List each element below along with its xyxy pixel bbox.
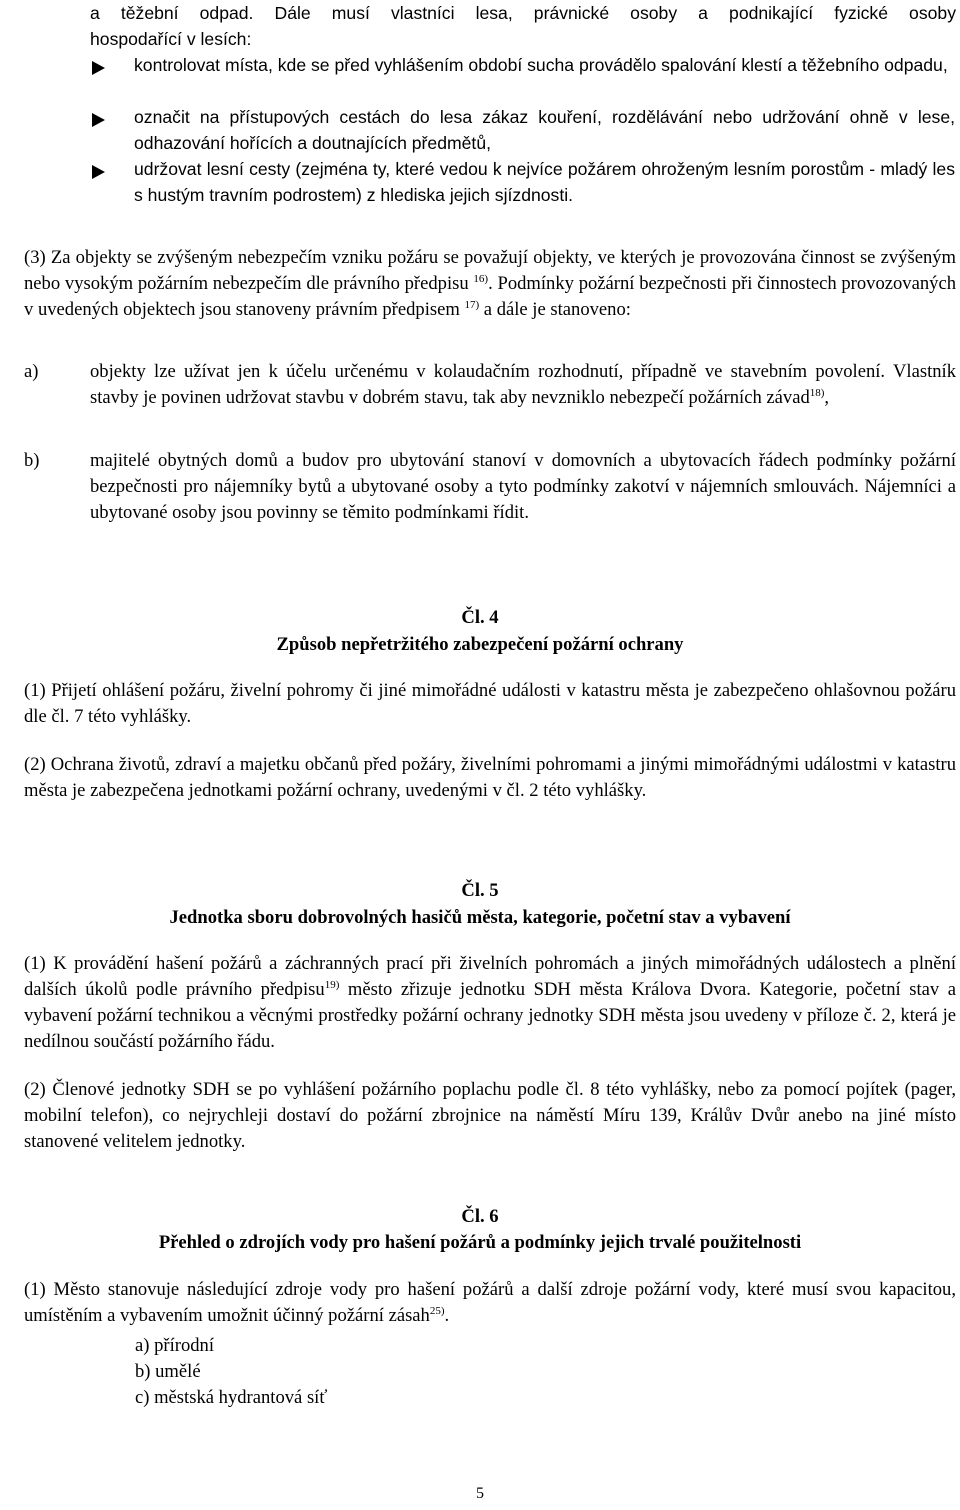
list-item: b) umělé bbox=[135, 1361, 201, 1382]
bullet-text: označit na přístupových cestách do lesa zákaz kouření, rozdělávání nebo udržování ohně v lese, odhazování hořících a doutnajících předmětů, bbox=[134, 107, 955, 153]
paragraph-3: (3) Za objekty se zvýšeným nebezpečím vzniku požáru se považují objekty, ve kterých je provozována činnost se zvýšeným nebo vysokým požárním nebezpečím dle právního předpisu $^{16)}$. Podmínky požární bezpečnosti při činnostech provozovaných v uvedených objektech jsou stanoveny právním předpisem $^{17)}$ a dále je stanoveno: bbox=[24, 247, 956, 320]
article-5-number: Čl. 5 bbox=[461, 880, 499, 901]
article-5-paragraph-1: (1) K provádění hašení požárů a záchranných prací při živelních pohromách a jiných mimořádných událostech a plnění dalších úkolů podle právního předpisu$^{19)}$ město zřizuje jednotku SDH města Králova Dvora. Kategorie, početní stav a vybavení požární technikou a věcnými prostředky požární ochrany jednotky SDH města jsou uvedeny v příloze č. 2, která je nedílnou součástí požárního řádu. bbox=[24, 953, 956, 1052]
bullet-item bbox=[90, 156, 955, 208]
article-6-number: Čl. 6 bbox=[461, 1206, 499, 1227]
list-item: c) městská hydrantová síť bbox=[135, 1387, 328, 1408]
item-text: majitelé obytných domů a budov pro ubytování stanoví v domovních a ubytovacích řádech podmínky požární bezpečnosti pro nájemníky bytů a ubytované osoby a tyto podmínky zakotví v nájemních smlouvách. Nájemníci a ubytované osoby jsou povinny se těmito podmínkami řídit. bbox=[90, 450, 956, 523]
article-6-paragraph-1: (1) Město stanovuje následující zdroje vody pro hašení požárů a další zdroje požární vody, které musí svou kapacitou, umístěním a vybavením umožnit účinný požární zásah$^{25)}$. bbox=[24, 1279, 956, 1326]
arrow-bullet-icon bbox=[92, 61, 105, 75]
item-label: b) bbox=[24, 450, 40, 471]
page-number: 5 bbox=[476, 1485, 484, 1502]
article-4-number: Čl. 4 bbox=[461, 607, 499, 628]
item-label: a) bbox=[24, 361, 39, 382]
intro-line-2: hospodařící v lesích: bbox=[90, 29, 252, 49]
article-5-title: Jednotka sboru dobrovolných hasičů města, kategorie, početní stav a vybavení bbox=[169, 907, 791, 928]
intro-line-1: a těžební odpad. Dále musí vlastníci lesa, právnické osoby a podnikající fyzické osoby bbox=[90, 3, 956, 23]
bullet-item bbox=[90, 52, 955, 78]
list-item: a) přírodní bbox=[135, 1335, 214, 1356]
arrow-bullet-icon bbox=[92, 165, 105, 179]
article-4-paragraph-1: (1) Přijetí ohlášení požáru, živelní pohromy či jiné mimořádné události v katastru města je zabezpečeno ohlašovnou požáru dle čl. 7 této vyhlášky. bbox=[24, 680, 956, 727]
bullet-item bbox=[90, 104, 955, 156]
article-4-paragraph-2: (2) Ochrana životů, zdraví a majetku občanů před požáry, živelními pohromami a jinými mimořádnými událostmi v katastru města je zabezpečena jednotkami požární ochrany, uvedenými v čl. 2 této vyhlášky. bbox=[24, 754, 956, 801]
item-text: objekty lze užívat jen k účelu určenému v kolaudačním rozhodnutí, případně ve stavebním povolení. Vlastník stavby je povinen udržovat stavbu v dobrém stavu, tak aby nevzniklo nebezpečí požárních závad$^{18)}$, bbox=[90, 361, 956, 408]
article-4-title: Způsob nepřetržitého zabezpečení požární ochrany bbox=[276, 634, 684, 655]
bullet-text: udržovat lesní cesty (zejména ty, které vedou k nejvíce požárem ohroženým lesním porostům - mladý les s hustým travním podrostem) z hlediska jejich sjízdnosti. bbox=[134, 159, 955, 205]
list-item-a bbox=[24, 359, 956, 411]
list-item-b bbox=[24, 448, 956, 526]
arrow-bullet-icon bbox=[92, 113, 105, 127]
intro-text bbox=[90, 0, 956, 52]
bullet-text: kontrolovat místa, kde se před vyhlášením období sucha provádělo spalování klestí a těžebního odpadu, bbox=[134, 55, 948, 75]
article-6-title: Přehled o zdrojích vody pro hašení požárů a podmínky jejich trvalé použitelnosti bbox=[158, 1232, 802, 1253]
article-5-paragraph-2: (2) Členové jednotky SDH se po vyhlášení požárního poplachu podle čl. 8 této vyhlášky, nebo za pomocí pojítek (pager, mobilní telefon), co nejrychleji dostaví do požární zbrojnice na náměstí Míru 139, Králův Dvůr anebo na jiné místo stanovené velitelem jednotky. bbox=[24, 1079, 956, 1152]
